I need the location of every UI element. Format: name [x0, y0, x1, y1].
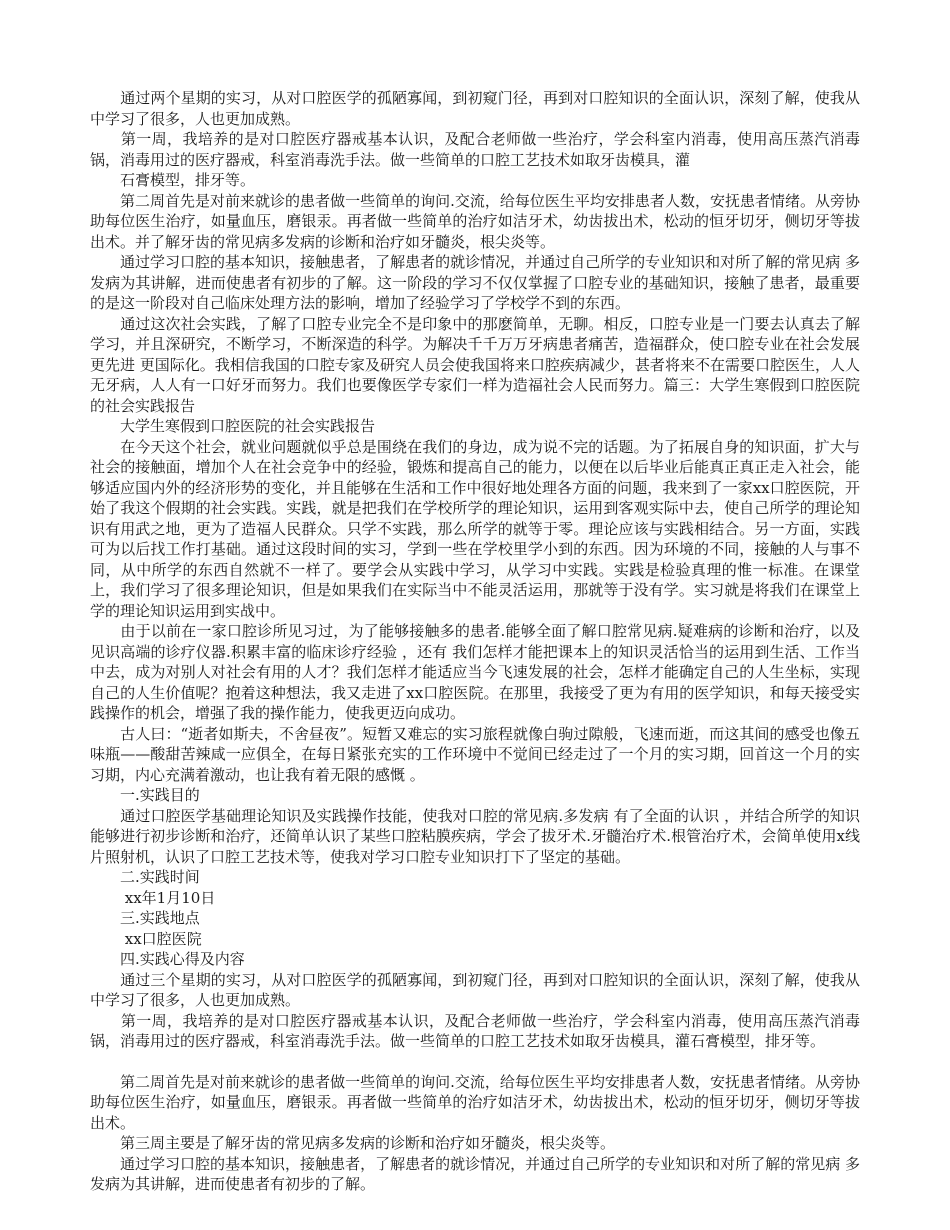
paragraph: 通过学习口腔的基本知识，接触患者，了解患者的就诊情况，并通过自己所学的专业知识和对所了解的常见病 多发病为其讲解，进而使患者有初步的了解。 — [90, 1154, 860, 1193]
paragraph: 石膏模型，排牙等。 — [90, 171, 256, 189]
paragraph: 通过口腔医学基础理论知识及实践操作技能，使我对口腔的常见病.多发病 有了全面的认识 ，并结合所学的知识能够进行初步诊断和治疗，还简单认识了某些口腔粘膜疾病，学会了拔牙术.牙髓治疗术.根管治疗术，会简单使用x线片照射机，认识了口腔工艺技术等，使我对学习口腔专业知识打下了坚定的基础。 — [90, 806, 860, 866]
paragraph: 古人曰：“逝者如斯夫，不舍昼夜”。短暂又难忘的实习旅程就像白驹过隙般，飞速而逝，而这其间的感受也像五味瓶——酸甜苦辣咸一应俱全，在每日紧张充实的工作环境中不觉间已经走过了一个月的实习期，回首这一个月的实习期，内心充满着激动，也让我有着无限的感慨 。 — [90, 724, 860, 784]
paragraph: 二.实践时间 — [90, 868, 200, 886]
paragraph: 第二周首先是对前来就诊的患者做一些简单的询问.交流，给每位医生平均安排患者人数，安抚患者情绪。从旁协助每位医生治疗，如量血压，磨银汞。再者做一些简单的治疗如洁牙术，幼齿拔出术，松动的恒牙切牙，侧切牙等拔出术。 — [90, 1072, 860, 1132]
paragraph: 第二周首先是对前来就诊的患者做一些简单的询问.交流，给每位医生平均安排患者人数，安抚患者情绪。从旁协助每位医生治疗，如量血压，磨银汞。再者做一些简单的治疗如洁牙术，幼齿拔出术，松动的恒牙切牙，侧切牙等拔出术。并了解牙齿的常见病多发病的诊断和治疗如牙髓炎，根尖炎等。 — [90, 191, 860, 251]
paragraph: 第一周，我培养的是对口腔医疗器戒基本认识，及配合老师做一些治疗，学会科室内消毒，使用高压蒸汽消毒锅，消毒用过的医疗器戒，科室消毒洗手法。做一些简单的口腔工艺技术如取牙齿模具，灌石膏模型，排牙等。 — [90, 1011, 860, 1050]
paragraph: 在今天这个社会，就业问题就似乎总是围绕在我们的身边，成为说不完的话题。为了拓展自身的知识面，扩大与社会的接触面，增加个人在社会竞争中的经验，锻炼和提高自己的能力，以便在以后毕业后能真正真正走入社会，能够适应国内外的经济形势的变化，并且能够在生活和工作中很好地处理各方面的问题，我来到了一家xx口腔医院，开始了我这个假期的社会实践。实践，就是把我们在学校所学的理论知识，运用到客观实际中去，使自己所学的理论知识有用武之地，更为了造福人民群众。只学不实践，那么所学的就等于零。理论应该与实践相结合。另一方面，实践可为以后找工作打基础。通过这段时间的实习，学到一些在学校里学小到的东西。因为环境的不同，接触的人与事不同，从中所学的东西自然就不一样了。要学会从实践中学习，从学习中实践。实践是检验真理的惟一标准。在课堂上，我们学习了很多理论知识，但是如果我们在实际当中不能灵活运用，那就等于没有学。实习就是将我们在课堂上学的理论知识运用到实战中。 — [90, 437, 860, 620]
paragraph: 四.实践心得及内容 — [90, 950, 245, 968]
paragraph: 由于以前在一家口腔诊所见习过，为了能够接触多的患者.能够全面了解口腔常见病.疑难病的诊断和治疗，以及见识高端的诊疗仪器.积累丰富的临床诊疗经验 ，还有 我们怎样才能把课本上的知识灵活恰当的运用到生活、工作当中去，成为对别人对社会有用的人才？我们怎样才能适应当今飞速发展的社会，怎样才能确定自己的人生坐标，实现自己的人生价值呢？抱着这种想法，我又走进了xx口腔医院。在那里，我接受了更为有用的医学知识，和每天接受实践操作的机会，增强了我的操作能力，使我更迈向成功。 — [90, 622, 860, 722]
paragraph: 第一周，我培养的是对口腔医疗器戒基本认识，及配合老师做一些治疗，学会科室内消毒，使用高压蒸汽消毒锅，消毒用过的医疗器戒，科室消毒洗手法。做一些简单的口腔工艺技术如取牙齿模具，灌 — [90, 130, 860, 169]
paragraph: 通过这次社会实践，了解了口腔专业完全不是印象中的那麽简单，无聊。相反，口腔专业是一门要去认真去了解学习，并且深研究，不断学习，不断深造的科学。为解决千千万万牙病患者痛苦，造福群众，使口腔专业在社会发展更先进 更国际化。我相信我国的口腔专家及研究人员会使我国将来口腔疾病减少，甚者将来不在需要口腔医生，人人无牙病，人人有一口好牙而努力。我们也要像医学专家们一样为造福社会人民而努力。篇三：大学生寒假到口腔医院的社会实践报告 — [90, 314, 860, 415]
paragraph: 一.实践目的 — [90, 786, 200, 804]
paragraph: xx年1月10日 — [90, 888, 216, 907]
paragraph: 第三周主要是了解牙齿的常见病多发病的诊断和治疗如牙髓炎，根尖炎等。 — [90, 1134, 616, 1152]
paragraph: 大学生寒假到口腔医院的社会实践报告 — [90, 417, 376, 435]
paragraph: 通过学习口腔的基本知识，接触患者，了解患者的就诊情况，并通过自己所学的专业知识和对所了解的常见病 多发病为其讲解，进而使患者有初步的了解。这一阶段的学习不仅仅掌握了口腔专业的基础知识，接触了患者，最重要的是这一阶段对自己临床处理方法的影响，增加了经验学习了学校学不到的东西。 — [90, 253, 860, 312]
paragraph: xx口腔医院 — [90, 929, 202, 948]
paragraph: 三.实践地点 — [90, 909, 200, 927]
blank-line — [90, 1052, 860, 1072]
paragraph: 通过三个星期的实习，从对口腔医学的孤陋寡闻，到初窥门径，再到对口腔知识的全面认识，深刻了解，使我从中学习了很多，人也更加成熟。 — [90, 970, 860, 1009]
paragraph: 通过两个星期的实习，从对口腔医学的孤陋寡闻，到初窥门径，再到对口腔知识的全面认识，深刻了解，使我从中学习了很多，人也更加成熟。 — [90, 89, 860, 128]
